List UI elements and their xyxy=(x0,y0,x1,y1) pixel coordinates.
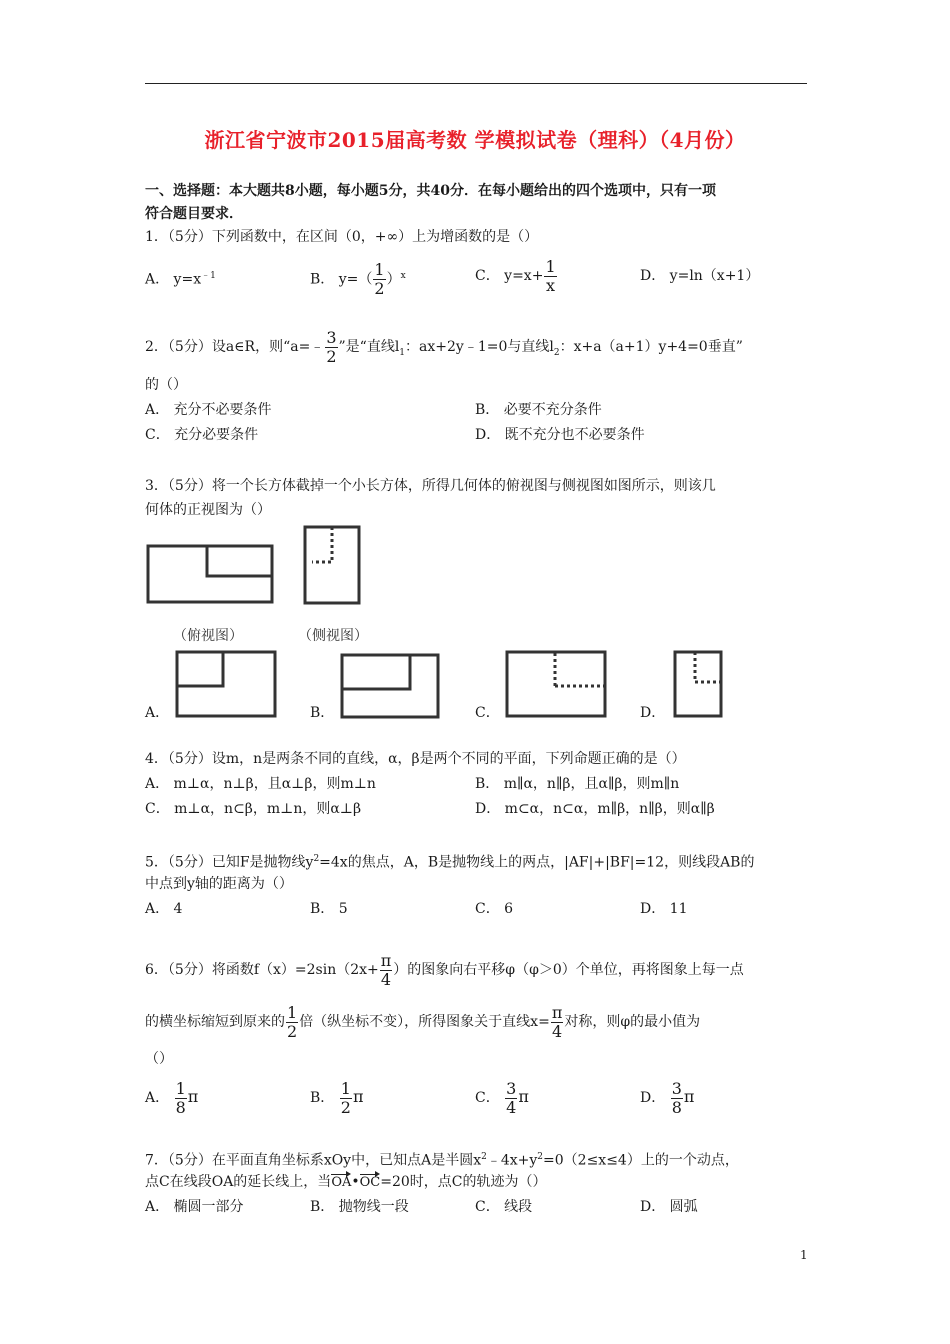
q4-stem: 4．（5分）设m，n是两条不同的直线，α，β是两个不同的平面，下列命题正确的是（） xyxy=(145,751,686,767)
q1-option-b: B． y=（ $\frac{1}{2}$ ）$^x$ xyxy=(310,260,406,299)
q4-option-a: A． m⊥α，n⊥β，且α⊥β，则m⊥n xyxy=(145,776,376,792)
q3-option-d: D． xyxy=(640,705,666,721)
q5-stem-line1: 5．（5分）已知F是抛物线$y^2=4x$的焦点，A，B是抛物线上的两点，|AF|+|BF|=12，则线段AB的 xyxy=(145,854,755,871)
q5-option-a: A． 4 xyxy=(145,901,183,917)
q1-option-d: D． y=ln（x+1） xyxy=(640,268,760,284)
q4-option-b: B． m∥α，n∥β，且α∥β，则m∥n xyxy=(475,776,680,792)
q6-stem-line2: 的横坐标缩短到原来的 $\frac{1}{2}$ 倍（纵坐标不变），所得图象关于直线x= $\frac{\pi}{4}$ 对称，则φ的最小值为 xyxy=(145,1002,701,1041)
q7-option-c: C． 线段 xyxy=(475,1199,533,1215)
option-a-figure xyxy=(175,650,277,718)
q6-stem-line1: 6．（5分）将函数f（x）=2sin（2x+ $\frac{\pi}{4}$ ）的图象向右平移φ（φ＞0）个单位，再将图象上每一点 xyxy=(145,950,744,989)
q3-option-c: C． xyxy=(475,705,500,721)
fraction: $\frac{1}{2}$ xyxy=(287,1002,298,1041)
q5-option-b: B． 5 xyxy=(310,901,348,917)
q2-option-d: D． 既不充分也不必要条件 xyxy=(475,427,645,443)
q2-stem-line1: 2．（5分）设a∈R，则“a=﹣ $\frac{3}{2}$ ”是“直线$l_1$：ax+2y﹣1=0与直线$l_2$：x+a（a+1）y+4=0垂直” xyxy=(145,327,743,366)
q2-stem-line2: 的（） xyxy=(145,377,187,393)
q2-option-c: C． 充分必要条件 xyxy=(145,427,259,443)
q7-option-a: A． 椭圆一部分 xyxy=(145,1199,244,1215)
q5-stem-line2: 中点到y轴的距离为（） xyxy=(145,876,293,892)
q7-stem-line2: 点C在线段OA的延长线上，当OA•OC=20时，点C的轨迹为（） xyxy=(145,1172,547,1193)
fraction: $\frac{\pi}{4}$ xyxy=(380,950,392,989)
fraction: $\frac{1}{x}$ xyxy=(545,256,556,295)
q7-option-d: D． 圆弧 xyxy=(640,1199,698,1215)
section-heading-line2: 符合题目要求． xyxy=(145,206,243,222)
top-view-figure xyxy=(145,543,275,605)
option-d-figure xyxy=(673,650,723,718)
q1-option-a: A． $y=x^{﹣1}$ xyxy=(145,271,216,288)
q7-stem-line1: 7．（5分）在平面直角坐标系xOy中，已知点A是半圆$x^2﹣4x+y^2=0(2\le x\le 4)$上的一个动点， xyxy=(145,1152,739,1169)
fraction: $\frac{\pi}{4}$ xyxy=(551,1002,563,1041)
q3-stem-line1: 3．（5分）将一个长方体截掉一个小长方体，所得几何体的俯视图与侧视图如图所示，则该几 xyxy=(145,478,716,494)
q6-stem-line3: （） xyxy=(145,1051,173,1067)
q6-option-a: A． $\frac{1}{8}$ π xyxy=(145,1078,199,1117)
fraction: $\frac{1}{2}$ xyxy=(374,260,385,299)
header-rule xyxy=(145,83,807,84)
option-c-figure xyxy=(505,650,607,718)
page-title: 浙江省宁波市2015届高考数 学模拟试卷（理科）（4月份） xyxy=(204,128,746,152)
q3-option-a: A． xyxy=(145,705,170,721)
q6-option-c: C． $\frac{3}{4}$ π xyxy=(475,1078,529,1117)
q2-option-a: A． 充分不必要条件 xyxy=(145,402,272,418)
q4-option-c: C． m⊥α，n⊂β，m⊥n，则α⊥β xyxy=(145,801,362,817)
q1-stem: 1．（5分）下列函数中，在区间（0，+∞）上为增函数的是（） xyxy=(145,229,539,245)
vector-oa: OA xyxy=(331,1173,351,1193)
side-view-caption: （侧视图） xyxy=(298,628,368,644)
page-number: 1 xyxy=(800,1248,808,1262)
q5-option-d: D． 11 xyxy=(640,901,688,917)
section-heading-line1: 一、选择题：本大题共8小题，每小题5分，共40分．在每小题给出的四个选项中，只有一项 xyxy=(145,183,716,199)
q6-option-d: D． $\frac{3}{8}$ π xyxy=(640,1078,695,1117)
fraction: $\frac{3}{2}$ xyxy=(326,327,337,366)
q4-option-d: D． m⊂α，n⊂α，m∥β，n∥β，则α∥β xyxy=(475,801,715,817)
vector-oc: OC xyxy=(360,1173,381,1193)
side-view-figure xyxy=(302,524,362,606)
q7-option-b: B． 抛物线一段 xyxy=(310,1199,409,1215)
option-b-figure xyxy=(340,653,440,719)
q3-option-b: B． xyxy=(310,705,335,721)
q1-option-c: C． y=x+ $\frac{1}{x}$ xyxy=(475,256,556,295)
q3-stem-line2: 何体的正视图为（） xyxy=(145,502,271,518)
q6-option-b: B． $\frac{1}{2}$ π xyxy=(310,1078,364,1117)
q5-option-c: C． 6 xyxy=(475,901,514,917)
top-view-caption: （俯视图） xyxy=(173,628,243,644)
q2-option-b: B． 必要不充分条件 xyxy=(475,402,602,418)
